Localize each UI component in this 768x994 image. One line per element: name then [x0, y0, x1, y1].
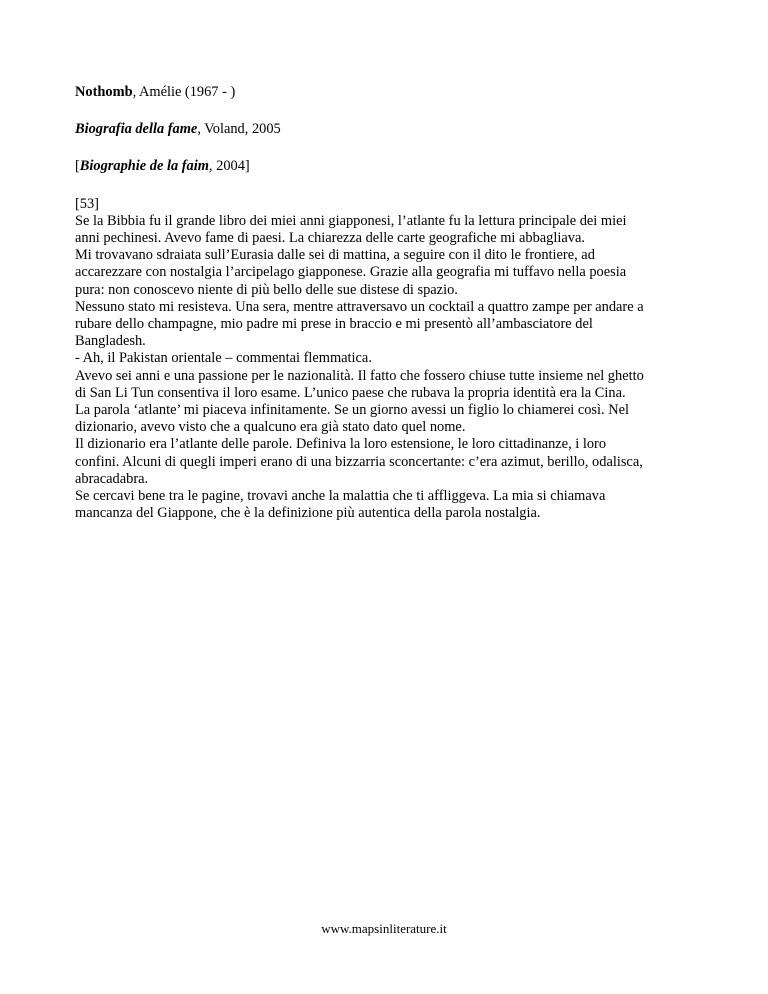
excerpt-body [75, 196, 695, 523]
excerpt-line: anni pechinesi. Avevo fame di paesi. La chiarezza delle carte geografiche mi abbagliava. [75, 230, 585, 247]
footer-url[interactable]: www.mapsinliterature.it [321, 921, 447, 936]
excerpt-line: pura: non conoscevo niente di più bello delle sue distese di spazio. [75, 281, 458, 298]
excerpt-line: confini. Alcuni di quegli imperi erano di una bizzarria sconcertante: c’era azimut, berillo, odalisca, [75, 453, 643, 470]
excerpt-line: Il dizionario era l’atlante delle parole. Definiva la loro estensione, le loro cittadinanze, i loro [75, 436, 607, 453]
excerpt-line: Avevo sei anni e una passione per le nazionalità. Il fatto che fossero chiuse tutte insieme nel ghetto [75, 367, 644, 384]
excerpt-line: mancanza del Giappone, che è la definizione più autentica della parola nostalgia. [75, 505, 541, 522]
book-title-line [75, 121, 695, 138]
excerpt-line: di San Li Tun consentiva il loro esame. L’unico paese che rubava la propria identità era la Cina. [75, 384, 626, 401]
excerpt-line: Nessuno stato mi resisteva. Una sera, mentre attraversavo un cocktail a quattro zampe per andare a [75, 298, 644, 315]
excerpt-line: [53] [75, 195, 99, 212]
excerpt-line: Se la Bibbia fu il grande libro dei miei anni giapponesi, l’atlante fu la lettura principale dei miei [75, 212, 627, 229]
excerpt-line: La parola ‘atlante’ mi piaceva infinitamente. Se un giorno avessi un figlio lo chiamerei così. Nel [75, 402, 629, 419]
excerpt-line: abracadabra. [75, 470, 149, 487]
author-surname: Nothomb [75, 84, 133, 100]
excerpt-line: dizionario, avevo visto che a qualcuno era già stato dato quel nome. [75, 419, 466, 436]
author-details: , Amélie (1967 - ) [132, 84, 236, 100]
original-title: Biographie de la faim [79, 158, 209, 175]
excerpt-line: rubare dello champagne, mio padre mi prese in braccio e mi presentò all’ambasciatore del [75, 316, 593, 333]
excerpt-line: accarezzare con nostalgia l’arcipelago giapponese. Grazie alla geografia mi tuffavo nella poesia [75, 264, 627, 281]
book-publication: , Voland, 2005 [197, 121, 281, 138]
excerpt-line: Mi trovavano sdraiata sull’Eurasia dalle sei di mattina, a seguire con il dito le frontiere, ad [75, 247, 595, 264]
original-open-bracket: [ [75, 158, 80, 175]
document-page [75, 84, 695, 522]
original-title-line [75, 158, 695, 175]
excerpt-line: Se cercavi bene tra le pagine, trovavi anche la malattia che ti affliggeva. La mia si chiamava [75, 488, 606, 505]
excerpt-line: Bangladesh. [75, 333, 146, 350]
book-title: Biografia della fame [75, 121, 198, 138]
excerpt-line: - Ah, il Pakistan orientale – commentai flemmatica. [75, 350, 372, 367]
original-year: , 2004] [208, 158, 250, 175]
author-line [75, 84, 695, 101]
